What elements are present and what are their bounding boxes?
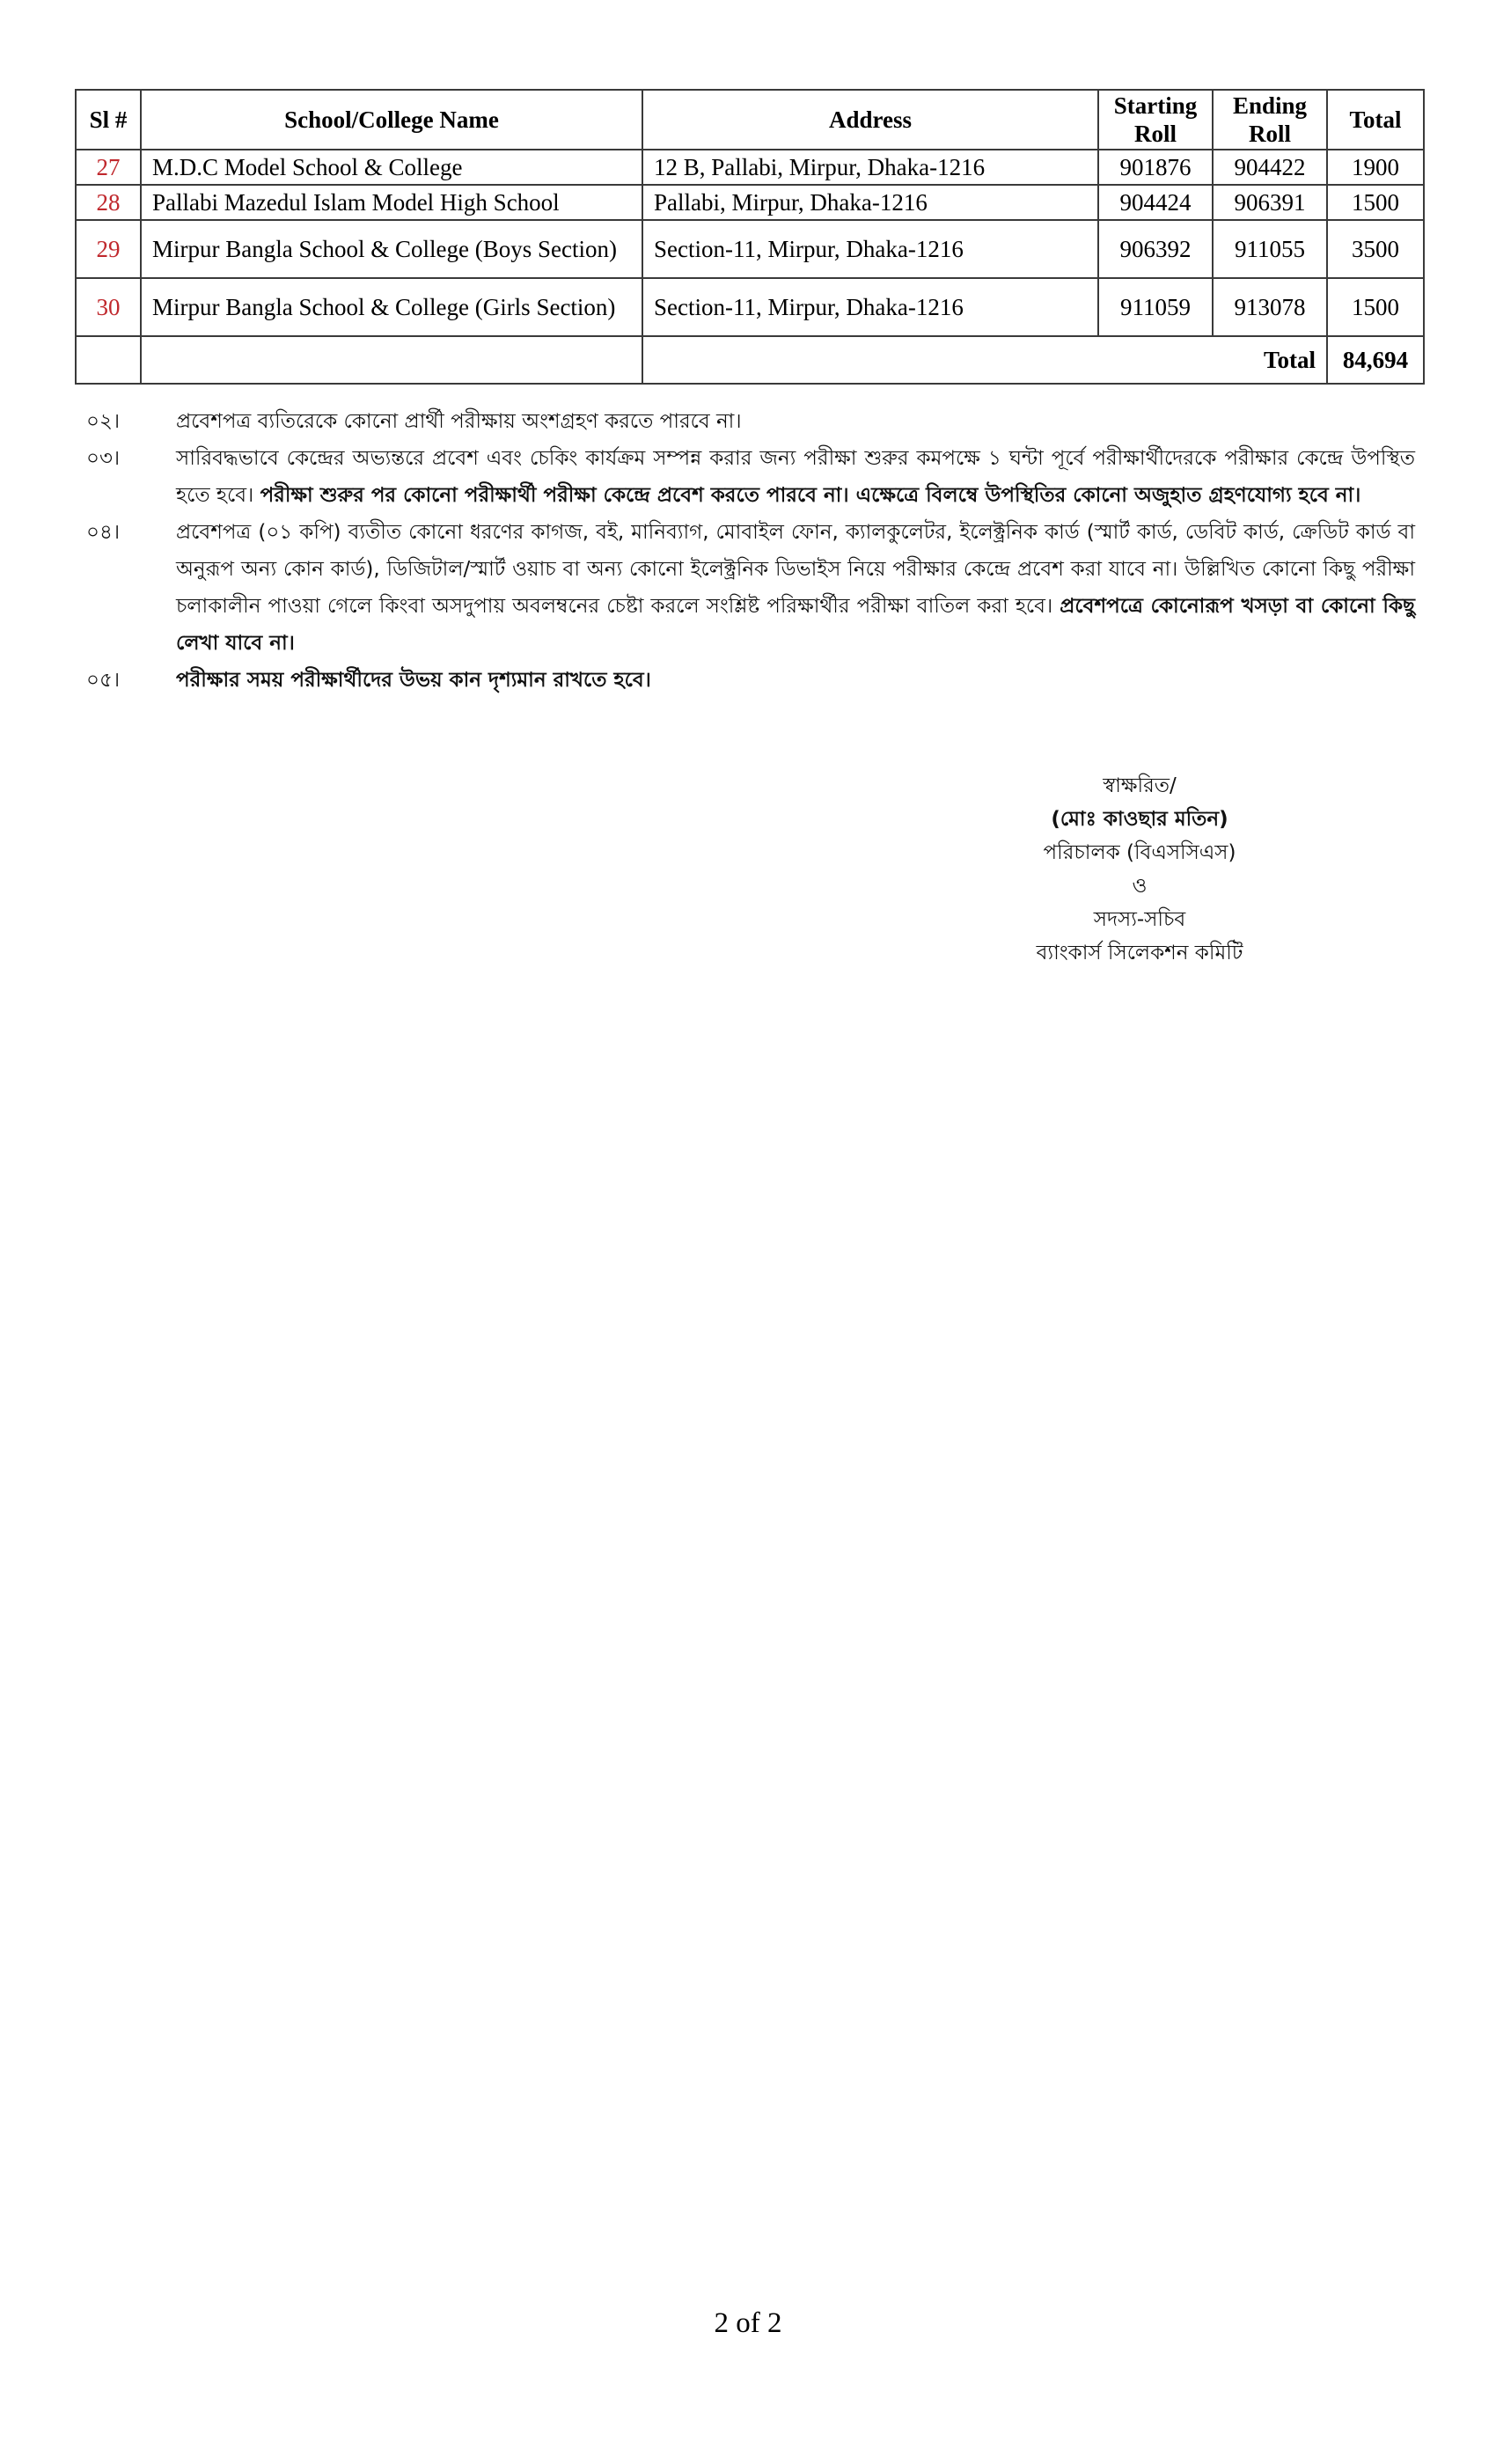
signatory-designation: পরিচালক (বিএসসিএস): [1043, 841, 1236, 864]
row-total: 1900: [1327, 150, 1424, 185]
row-address: Section-11, Mirpur, Dhaka-1216: [642, 278, 1098, 336]
instruction-text-bold: পরীক্ষার সময় পরীক্ষার্থীদের উভয় কান দৃশ্যমান রাখতে হবে।: [176, 669, 651, 692]
page-number: 2 of 2: [714, 2307, 782, 2339]
instruction-text-bold: পরীক্ষা শুরুর পর কোনো পরীক্ষার্থী পরীক্ষা কেন্দ্রে প্রবেশ করতে পারবে না। এক্ষেত্রে বিলম্বে উপস্থিতির কোনো অজুহাত গ্রহণযোগ্য হবে না।: [260, 484, 1361, 507]
row-school-name: Mirpur Bangla School & College (Girls Section): [141, 278, 642, 336]
instruction-text: [176, 440, 1415, 514]
instruction-text-normal: সারিবদ্ধভাবে কেন্দ্রের অভ্যন্তরে প্রবেশ এবং চেকিং কার্যক্রম সম্পন্ন করার জন্য পরীক্ষা শুরুর কমপক্ষে ১ ঘন্টা পূর্বে পরীক্ষার্থীদেরকে পরীক্ষার কেন্দ্রে উপস্থিত হতে হবে।: [176, 447, 1415, 507]
instruction-item: [86, 403, 1415, 440]
instruction-text-normal: প্রবেশপত্র ব্যতিরেকে কোনো প্রার্থী পরীক্ষায় অংশগ্রহণ করতে পারবে না।: [176, 410, 742, 433]
table-total-row: [76, 336, 1424, 384]
instructions-list: [86, 403, 1415, 699]
exam-centers-table: [75, 89, 1425, 385]
row-total: 1500: [1327, 185, 1424, 220]
row-starting-roll: 911059: [1098, 278, 1213, 336]
instruction-item: [86, 440, 1415, 514]
instruction-text-normal: প্রবেশপত্র (০১ কপি) ব্যতীত কোনো ধরণের কাগজ, বই, মানিব্যাগ, মোবাইল ফোন, ক্যালকুলেটর, ইলেক্ট্রনিক কার্ড (স্মার্ট কার্ড, ডেবিট কার্ড, ক্রেডিট কার্ড বা অনুরূপ অন্য কোন কার্ড), ডিজিটাল/স্মার্ট ওয়াচ বা অন্য কোনো ইলেক্ট্রনিক ডিভাইস নিয়ে পরীক্ষার কেন্দ্রে প্রবেশ করা যাবে না। উল্লিখিত কোনো কিছু পরীক্ষা চলাকালীন পাওয়া গেলে কিংবা অসদুপায় অবলম্বনের চেষ্টা করলে সংশ্লিষ্ট পরিক্ষার্থীর পরীক্ষা বাতিল করা হবে।: [176, 521, 1415, 618]
row-ending-roll: 904422: [1213, 150, 1327, 185]
row-address: Pallabi, Mirpur, Dhaka-1216: [642, 185, 1098, 220]
row-school-name: Mirpur Bangla School & College (Boys Section): [141, 220, 642, 278]
header-address: Address: [642, 90, 1098, 150]
row-starting-roll: 906392: [1098, 220, 1213, 278]
instruction-number: ০৪।: [86, 521, 121, 544]
instruction-text: [176, 403, 1415, 440]
row-school-name: M.D.C Model School & College: [141, 150, 642, 185]
signatory-committee: ব্যাংকার্স সিলেকশন কমিটি: [1036, 942, 1243, 964]
grand-total-label: Total: [642, 336, 1327, 384]
instruction-item: [86, 662, 1415, 699]
row-starting-roll: 901876: [1098, 150, 1213, 185]
header-ending-roll: Ending Roll: [1213, 90, 1327, 150]
row-total: 1500: [1327, 278, 1424, 336]
signatory-role: সদস্য-সচিব: [1093, 908, 1186, 931]
instruction-text-bold: প্রবেশপত্রে কোনোরূপ খসড়া বা কোনো কিছু লেখা যাবে না।: [176, 595, 1415, 655]
signature-block: [933, 769, 1346, 970]
table-row: [76, 220, 1424, 278]
row-school-name: Pallabi Mazedul Islam Model High School: [141, 185, 642, 220]
row-sl: 27: [76, 150, 141, 185]
row-total: 3500: [1327, 220, 1424, 278]
table-row: [76, 278, 1424, 336]
row-ending-roll: 906391: [1213, 185, 1327, 220]
row-address: Section-11, Mirpur, Dhaka-1216: [642, 220, 1098, 278]
row-sl: 30: [76, 278, 141, 336]
instruction-number: ০২।: [86, 410, 121, 433]
row-ending-roll: 913078: [1213, 278, 1327, 336]
instruction-number: ০৫।: [86, 669, 121, 692]
total-row-empty-sl: [76, 336, 141, 384]
table-row: [76, 150, 1424, 185]
row-starting-roll: 904424: [1098, 185, 1213, 220]
row-sl: 28: [76, 185, 141, 220]
signatory-name: (মোঃ কাওছার মতিন): [1051, 808, 1228, 831]
row-address: 12 B, Pallabi, Mirpur, Dhaka-1216: [642, 150, 1098, 185]
instruction-number: ০৩।: [86, 447, 121, 470]
grand-total-value: 84,694: [1327, 336, 1424, 384]
row-sl: 29: [76, 220, 141, 278]
instruction-text: [176, 662, 1415, 699]
header-sl: Sl #: [76, 90, 141, 150]
table-row: [76, 185, 1424, 220]
instruction-text: [176, 514, 1415, 662]
header-starting-roll: Starting Roll: [1098, 90, 1213, 150]
header-total: Total: [1327, 90, 1424, 150]
signatory-conjunction: ও: [1132, 875, 1148, 898]
header-name: School/College Name: [141, 90, 642, 150]
table-header-row: [76, 90, 1424, 150]
row-ending-roll: 911055: [1213, 220, 1327, 278]
instruction-item: [86, 514, 1415, 662]
total-row-empty-name: [141, 336, 642, 384]
signed-label: স্বাক্ষরিত/: [1103, 774, 1177, 797]
